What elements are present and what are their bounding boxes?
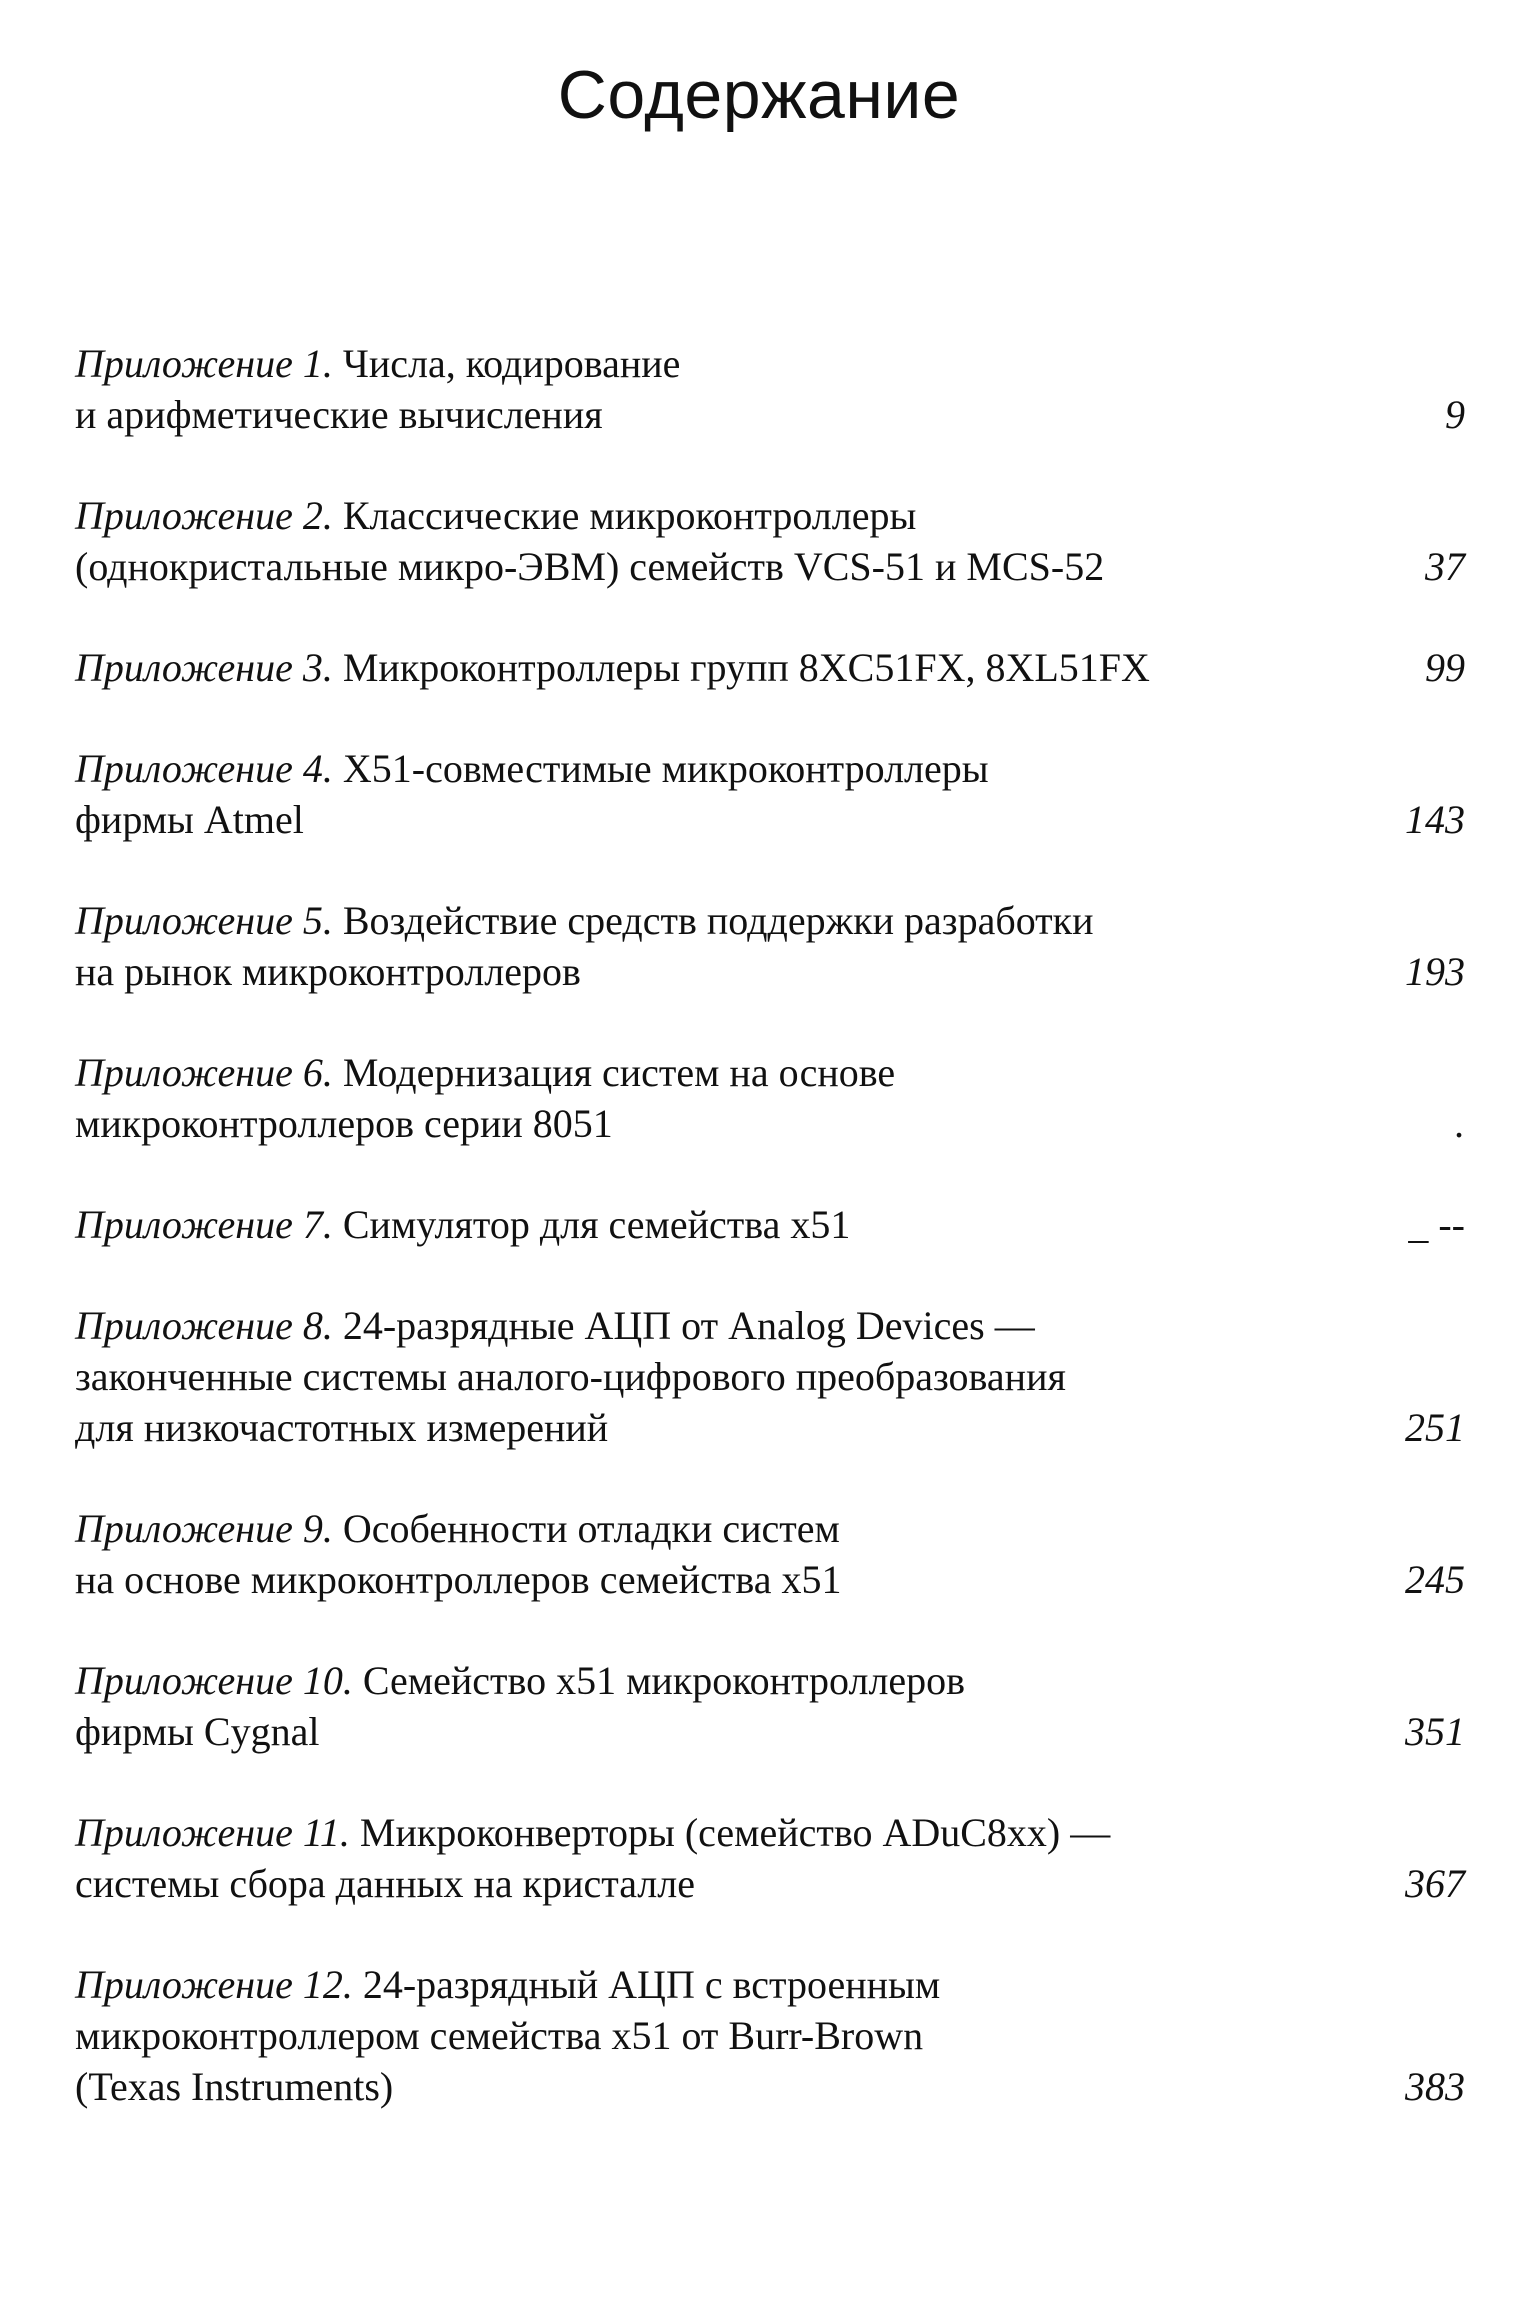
toc-entry-text (75, 1199, 1305, 1250)
appendix-label: Приложение 6. (75, 1050, 333, 1095)
appendix-title: 24-разрядные АЦП от Analog Devices — (332, 1303, 1035, 1348)
toc-entry-line (75, 642, 1305, 693)
page-number: . (1455, 1101, 1465, 1146)
appendix-title-continuation: (однокристальные микро-ЭВМ) семейств VCS-51 и MCS-52 (75, 544, 1105, 589)
toc-entry (75, 642, 1465, 693)
toc-entry-text (75, 642, 1305, 693)
appendix-label: Приложение 9. (75, 1506, 333, 1551)
appendix-label: Приложение 7. (75, 1202, 333, 1247)
appendix-label: Приложение 12. (75, 1962, 353, 2007)
toc-entry-text (75, 1503, 1305, 1605)
appendix-title: Микроконверторы (семейство ADuC8xx) — (349, 1810, 1111, 1855)
appendix-title: X51-совместимые микроконтроллеры (332, 746, 989, 791)
toc-entry (75, 1959, 1465, 2112)
appendix-label: Приложение 10. (75, 1658, 353, 1703)
appendix-label: Приложение 3. (75, 645, 333, 690)
page-number: 193 (1405, 949, 1465, 994)
toc-entry (75, 1503, 1465, 1605)
toc-entry-line (75, 490, 1305, 541)
page-number: 367 (1405, 1861, 1465, 1906)
page-number: 37 (1425, 544, 1465, 589)
toc-entry-line (75, 1807, 1305, 1858)
appendix-label: Приложение 5. (75, 898, 333, 943)
toc-entry (75, 1655, 1465, 1757)
appendix-title-continuation: (Texas Instruments) (75, 2064, 394, 2109)
page-number: 251 (1405, 1405, 1465, 1450)
appendix-title-continuation: для низкочастотных измерений (75, 1405, 609, 1450)
appendix-title-continuation: микроконтроллеров серии 8051 (75, 1101, 613, 1146)
appendix-title: Симулятор для семейства x51 (332, 1202, 851, 1247)
toc-entry (75, 895, 1465, 997)
toc-entry-line (75, 743, 1305, 794)
toc-entry-text (75, 338, 1305, 440)
appendix-title-continuation: на рынок микроконтроллеров (75, 949, 581, 994)
appendix-title: 24-разрядный АЦП с встроенным (352, 1962, 941, 2007)
page-number: 99 (1425, 645, 1465, 690)
page-number: 245 (1405, 1557, 1465, 1602)
page-number: 383 (1405, 2064, 1465, 2109)
appendix-title-continuation: фирмы Cygnal (75, 1709, 320, 1754)
appendix-title: Семейство x51 микроконтроллеров (352, 1658, 966, 1703)
appendix-title: Особенности отладки систем (332, 1506, 840, 1551)
page-number: 143 (1405, 797, 1465, 842)
appendix-title: Микроконтроллеры групп 8XC51FX, 8XL51FX (332, 645, 1150, 690)
appendix-title-continuation: фирмы Atmel (75, 797, 304, 842)
toc-entry-line (75, 1959, 1305, 2010)
toc-entry (75, 1199, 1465, 1250)
appendix-title: Классические микроконтроллеры (332, 493, 917, 538)
toc-entry-text (75, 1300, 1305, 1453)
toc-entry (75, 1047, 1465, 1149)
appendix-label: Приложение 11. (75, 1810, 350, 1855)
toc-entry-text (75, 895, 1305, 997)
toc-entry (75, 1807, 1465, 1909)
page-number: 9 (1445, 392, 1465, 437)
appendix-label: Приложение 8. (75, 1303, 333, 1348)
toc-entry (75, 338, 1465, 440)
toc-entry-text (75, 1047, 1305, 1149)
appendix-title-continuation: на основе микроконтроллеров семейства x51 (75, 1557, 842, 1602)
toc-entry (75, 743, 1465, 845)
toc-entry-text (75, 1959, 1305, 2112)
toc-entry-line (75, 1655, 1305, 1706)
table-of-contents (75, 338, 1465, 2162)
appendix-title-continuation: законченные системы аналого-цифрового преобразования (75, 1354, 1066, 1399)
toc-entry-line (75, 1199, 1305, 1250)
toc-entry-text (75, 743, 1305, 845)
page-number: _ -- (1408, 1202, 1465, 1247)
appendix-title-continuation: микроконтроллером семейства x51 от Burr-Brown (75, 2013, 924, 2058)
appendix-label: Приложение 1. (75, 341, 333, 386)
appendix-title-continuation: системы сбора данных на кристалле (75, 1861, 695, 1906)
toc-entry-line (75, 895, 1305, 946)
toc-entry-line (75, 338, 1305, 389)
toc-entry-text (75, 1807, 1305, 1909)
toc-entry (75, 1300, 1465, 1453)
toc-entry-text (75, 1655, 1305, 1757)
appendix-label: Приложение 2. (75, 493, 333, 538)
toc-entry-line (75, 1503, 1305, 1554)
appendix-title-continuation: и арифметические вычисления (75, 392, 603, 437)
toc-entry-line (75, 1047, 1305, 1098)
page-number: 351 (1405, 1709, 1465, 1754)
toc-entry-text (75, 490, 1305, 592)
appendix-label: Приложение 4. (75, 746, 333, 791)
appendix-title: Модернизация систем на основе (332, 1050, 896, 1095)
appendix-title: Числа, кодирование (332, 341, 681, 386)
toc-entry (75, 490, 1465, 592)
appendix-title: Воздействие средств поддержки разработки (332, 898, 1094, 943)
page-title: Содержание (557, 57, 961, 133)
toc-entry-line (75, 1300, 1305, 1351)
